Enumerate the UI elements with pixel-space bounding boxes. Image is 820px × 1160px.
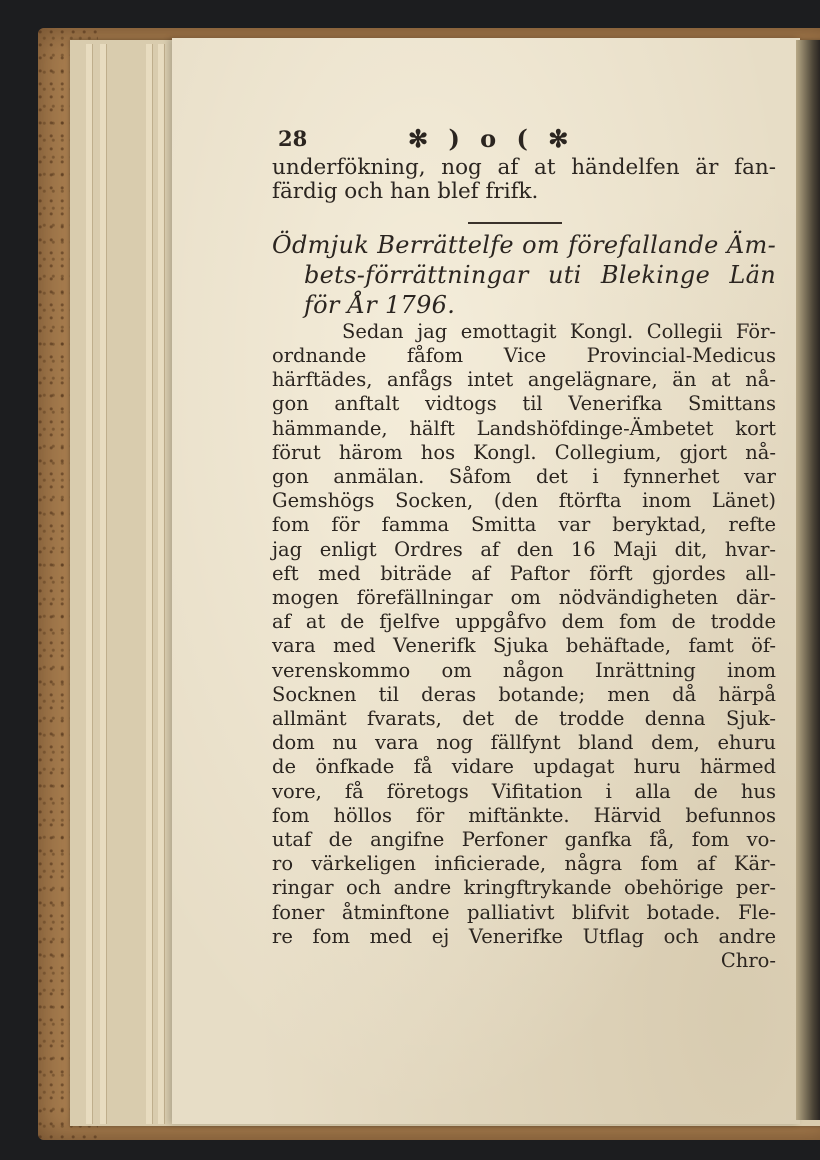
text-line: underfökning, nog af at händelfen är fan-	[272, 155, 776, 180]
body-line: ringar och andre kringftrykande obehörige per-	[272, 876, 776, 900]
body-line: dom nu vara nog fällfynt bland dem, ehuru	[272, 731, 776, 755]
body-line: de önfkade få vidare updagat huru härmed	[272, 755, 776, 779]
body-line: härftädes, anfågs intet angelägnare, än at nå-	[272, 368, 776, 392]
page-text	[272, 126, 792, 973]
body-line: Sedan jag emottagit Kongl. Collegii För-	[342, 319, 776, 343]
running-head: ✻ ) o ( ✻	[408, 124, 575, 153]
body-line: jag enligt Ordres af den 16 Maji dit, hvar-	[272, 537, 776, 561]
text-line: färdig och han blef frifk.	[272, 179, 539, 205]
body-line: vara med Venerifk Sjuka behäftade, famt öf-	[272, 634, 776, 658]
body-line: gon anmälan. Såfom det i fynnerhet var	[272, 464, 776, 488]
section-rule	[468, 222, 562, 224]
body-line: Socknen til deras botande; men då härpå	[272, 682, 776, 706]
body-line: verenskommo om någon Inrättning inom	[272, 658, 776, 682]
body-line: af at de fjelfve uppgåfvo dem fom de trodde	[272, 610, 776, 634]
body-line: utaf de angifne Perfoner ganfka få, fom vo-	[272, 827, 776, 851]
page-header	[272, 126, 792, 156]
page-edge	[158, 44, 165, 1124]
section-heading-line: Ödmjuk Berrättelfe om förefallande Äm-	[272, 230, 776, 259]
page-edge	[146, 44, 153, 1124]
catchword: Chro-	[720, 948, 776, 972]
page-edge	[100, 44, 107, 1124]
body-line: allmänt fvarats, det de trodde denna Sjuk-	[272, 706, 776, 730]
section-heading-line: bets-förrättningar uti Blekinge Län	[304, 260, 776, 289]
page-number: 28	[278, 126, 308, 151]
section-heading-line: för År 1796.	[304, 290, 456, 319]
body-line: re fom med ej Venerifke Utflag och andre	[272, 924, 776, 948]
body-line: fom för famma Smitta var beryktad, refte	[272, 513, 776, 537]
body-line: foner åtminftone palliativt blifvit botade. Fle-	[272, 900, 776, 924]
body-line: ro värkeligen inficierade, några fom af Kär-	[272, 852, 776, 876]
body-line: mogen förefällningar om nödvändigheten där-	[272, 585, 776, 609]
body-line: vore, få företogs Vifitation i alla de hus	[272, 779, 776, 803]
body-line: hämmande, hälft Landshöfdinge-Ämbetet kort	[272, 416, 776, 440]
book-gutter	[796, 40, 820, 1120]
body-line: fom höllos för miftänkte. Härvid befunnos	[272, 803, 776, 827]
page-edge	[86, 44, 93, 1124]
body-line: Gemshögs Socken, (den ftörfta inom Länet)	[272, 489, 776, 513]
body-line: gon anftalt vidtogs til Venerifka Smittans	[272, 392, 776, 416]
body-line: eft med biträde af Paftor förft gjordes all-	[272, 561, 776, 585]
body-line: ordnande fåfom Vice Provincial-Medicus	[272, 343, 776, 367]
body-line: förut härom hos Kongl. Collegium, gjort nå-	[272, 440, 776, 464]
